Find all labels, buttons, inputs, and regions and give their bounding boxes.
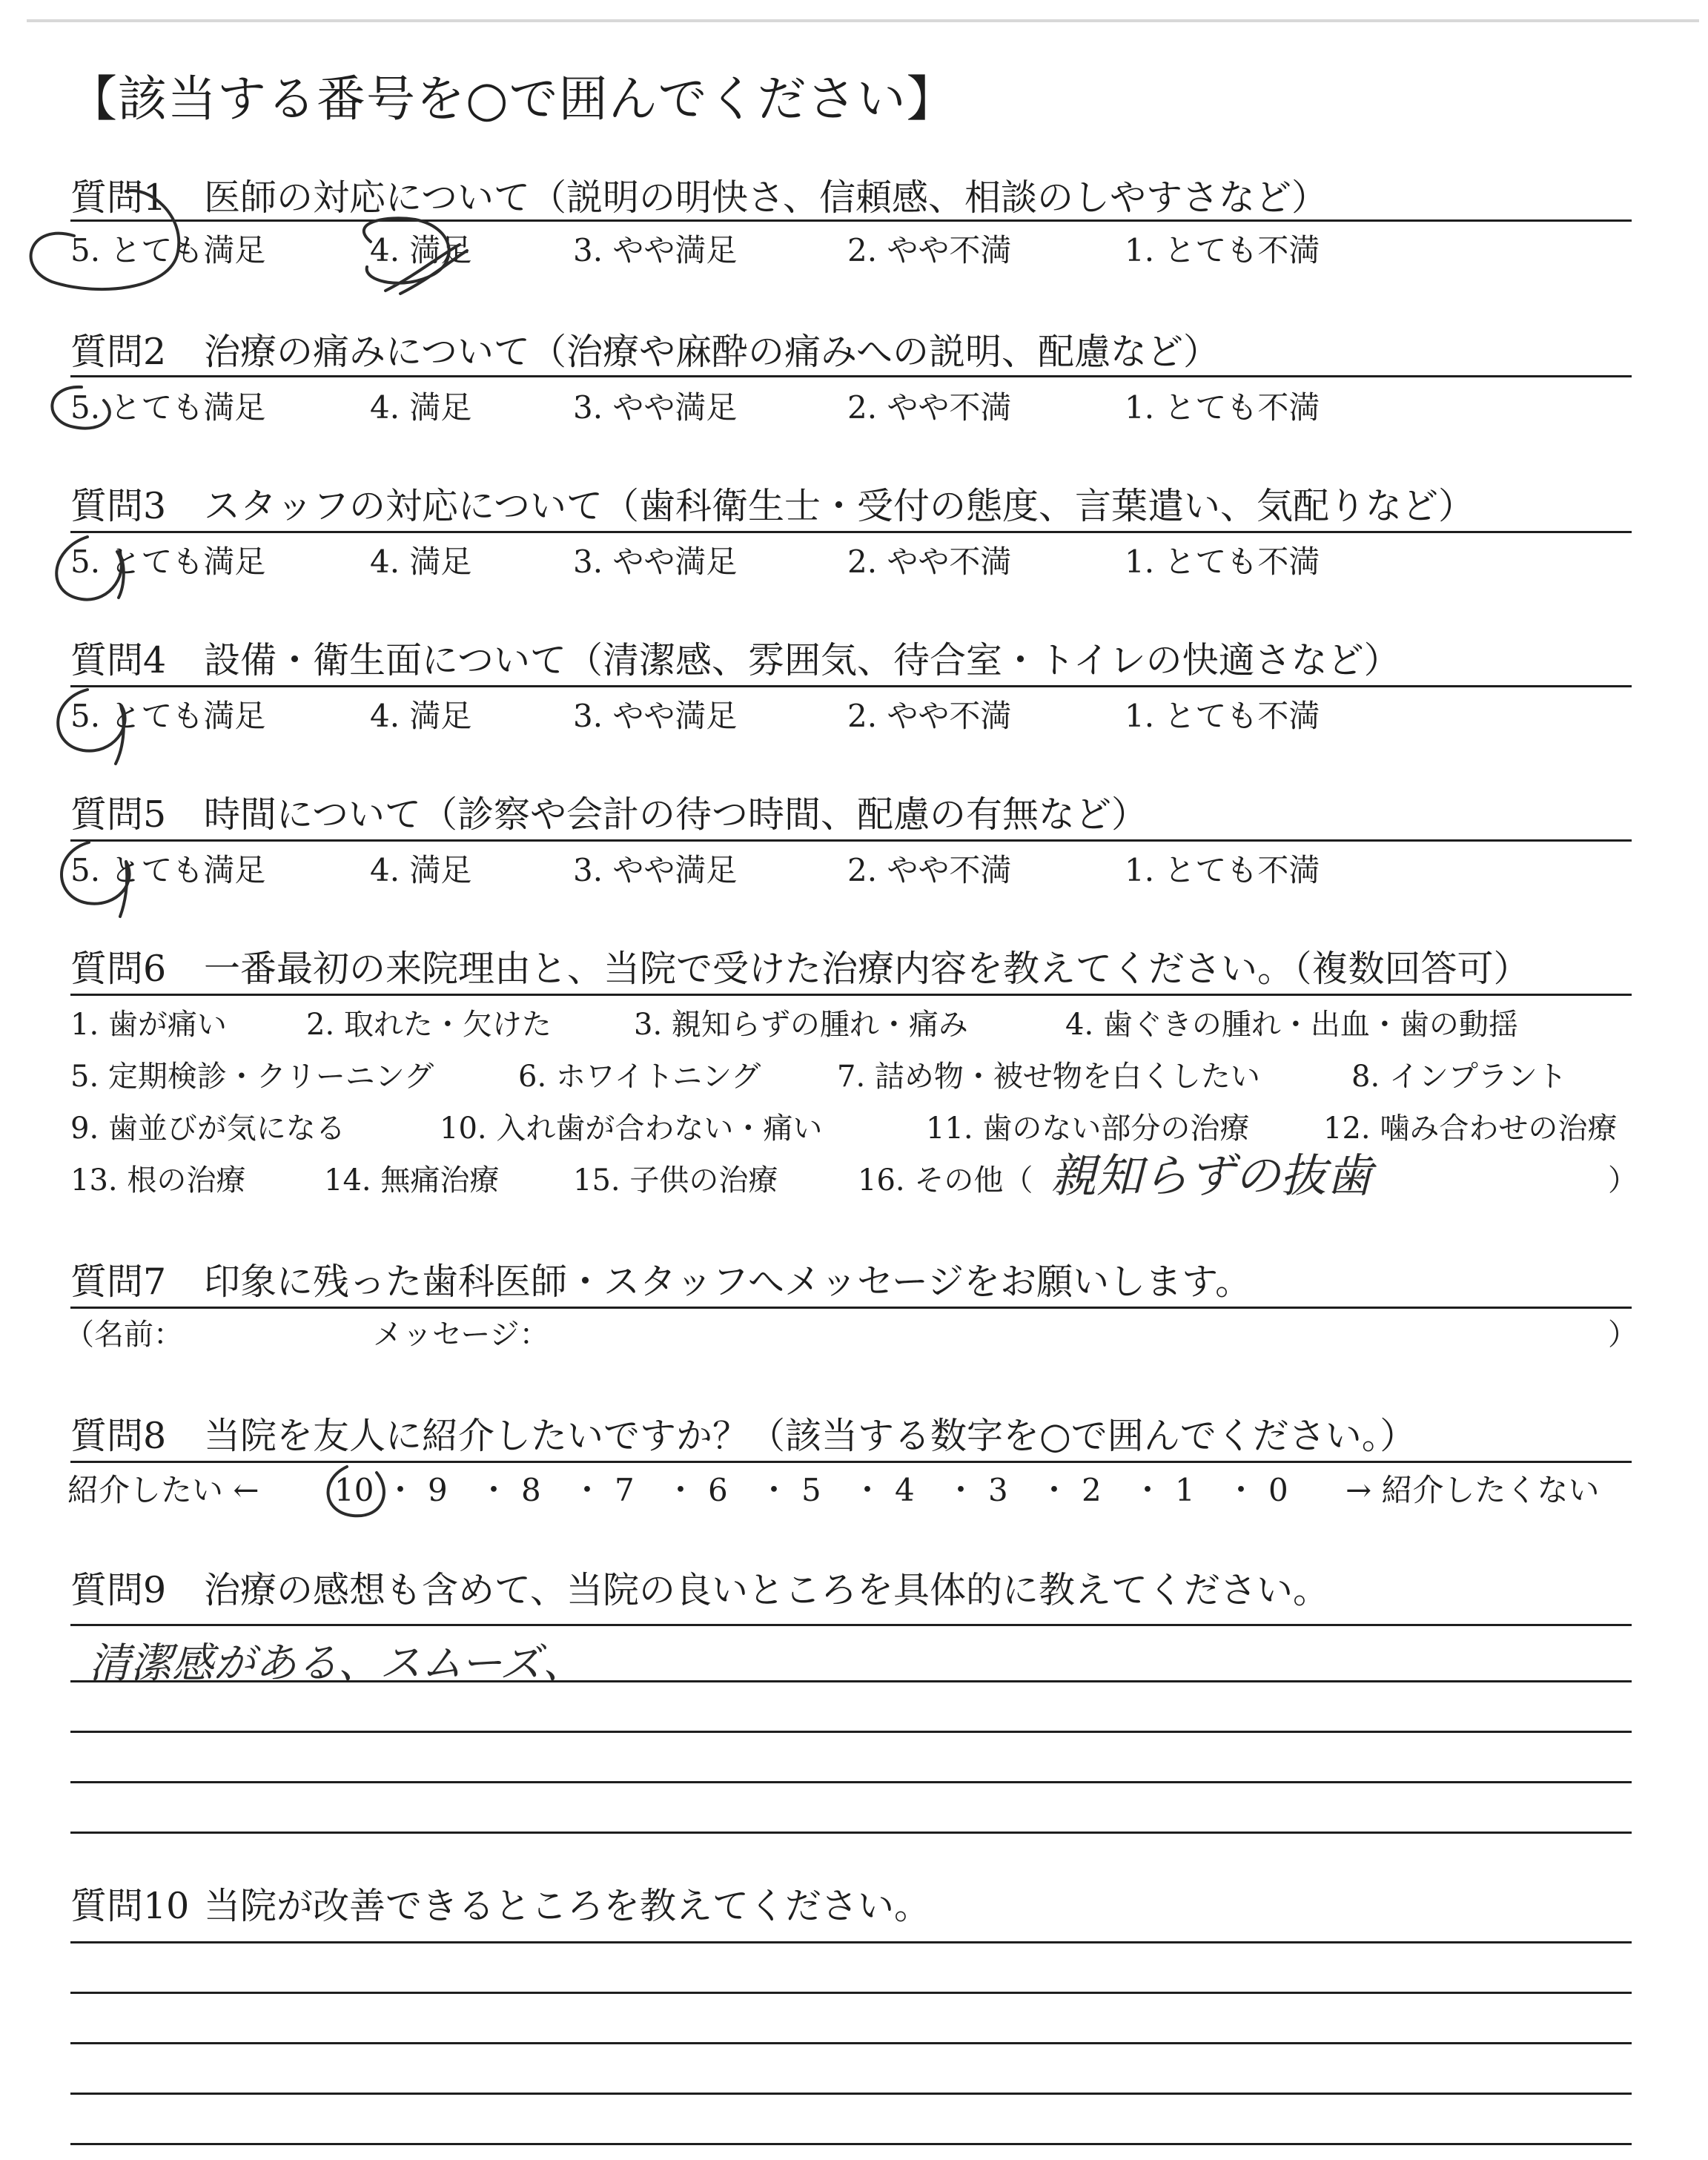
option-4[interactable]: 4. 満足	[370, 232, 472, 268]
q6-close-paren: ）	[1608, 1163, 1638, 1198]
top-border	[27, 19, 1699, 22]
page-title: 【該当する番号を○で囲んでください】	[68, 70, 956, 128]
q6-option-6[interactable]: 6. ホワイトニング	[518, 1060, 761, 1094]
question-text: 設備・衛生面について（清潔感、雰囲気、待合室・トイレの快適さなど）	[204, 639, 1400, 681]
question-6	[70, 946, 1530, 992]
scale-right-label: → 紹介したくない	[1345, 1472, 1600, 1508]
option-1[interactable]: 1. とても不満	[1125, 389, 1320, 426]
question-number: 質問9	[70, 1569, 167, 1611]
option-4[interactable]: 4. 満足	[370, 544, 472, 580]
rating-options-q5	[70, 850, 1632, 891]
option-5[interactable]: 5. とても満足	[70, 544, 266, 580]
question-text: 時間について（診察や会計の待つ時間、配慮の有無など）	[204, 793, 1148, 836]
q6-option-7[interactable]: 7. 詰め物・被せ物を白くしたい	[837, 1060, 1260, 1094]
scale-separator: ・	[385, 1472, 417, 1508]
option-2[interactable]: 2. やや不満	[847, 852, 1012, 888]
question-rule	[70, 531, 1632, 533]
scale-value-2[interactable]: 2	[1082, 1472, 1102, 1508]
answer-line	[70, 1624, 1632, 1626]
scale-value-5[interactable]: 5	[801, 1472, 821, 1508]
question-number: 質問6	[70, 948, 167, 990]
option-1[interactable]: 1. とても不満	[1125, 544, 1320, 580]
question-text: 印象に残った歯科医師・スタッフへメッセージをお願いします。	[204, 1261, 1252, 1303]
q6-option-15[interactable]: 15. 子供の治療	[573, 1163, 778, 1198]
q6-option-5[interactable]: 5. 定期検診・クリーニング	[70, 1060, 434, 1094]
question-text: 治療の痛みについて（治療や麻酔の痛みへの説明、配慮など）	[204, 331, 1220, 373]
question-9	[70, 1568, 1329, 1614]
q6-option-10[interactable]: 10. 入れ歯が合わない・痛い	[440, 1112, 823, 1146]
answer-line	[70, 1781, 1632, 1783]
question-rule	[70, 375, 1632, 377]
question-text: 治療の感想も含めて、当院の良いところを具体的に教えてください。	[204, 1569, 1330, 1611]
q6-other-answer[interactable]: 親知らずの抜歯	[1050, 1149, 1373, 1203]
question-number: 質問4	[70, 639, 167, 681]
answer-line	[70, 1680, 1632, 1682]
question-2	[70, 329, 1219, 375]
rating-options-q1	[70, 230, 1632, 271]
answer-line	[70, 1941, 1632, 1943]
rating-options-q3	[70, 541, 1632, 583]
option-1[interactable]: 1. とても不満	[1125, 698, 1320, 734]
name-label: （名前：	[64, 1318, 183, 1352]
option-3[interactable]: 3. やや満足	[573, 232, 738, 268]
scale-value-6[interactable]: 6	[708, 1472, 728, 1508]
scale-separator: ・	[758, 1472, 790, 1508]
option-2[interactable]: 2. やや不満	[847, 389, 1012, 426]
question-rule	[70, 219, 1632, 222]
question-text: 当院を友人に紹介したいですか？（該当する数字を○で囲んでください。）	[204, 1415, 1417, 1457]
q6-options-row-2	[70, 1056, 1632, 1097]
q6-option-11[interactable]: 11. 歯のない部分の治療	[926, 1112, 1250, 1146]
option-2[interactable]: 2. やや不満	[847, 544, 1012, 580]
scale-value-1[interactable]: 1	[1175, 1472, 1195, 1508]
q6-options-row-1	[70, 1004, 1632, 1046]
option-2[interactable]: 2. やや不満	[847, 698, 1012, 734]
question-rule	[70, 1307, 1632, 1309]
option-5[interactable]: 5. とても満足	[70, 698, 266, 734]
question-number: 質問7	[70, 1261, 167, 1303]
scale-value-9[interactable]: 9	[428, 1472, 448, 1508]
answer-line	[70, 1992, 1632, 1994]
question-rule	[70, 994, 1632, 996]
q6-options-row-3	[70, 1108, 1632, 1149]
option-1[interactable]: 1. とても不満	[1125, 232, 1320, 268]
q6-option-12[interactable]: 12. 噛み合わせの治療	[1323, 1112, 1618, 1146]
scale-separator: ・	[1132, 1472, 1164, 1508]
question-7	[70, 1259, 1251, 1305]
option-3[interactable]: 3. やや満足	[573, 698, 738, 734]
rating-options-q4	[70, 696, 1632, 737]
question-number: 質問3	[70, 485, 167, 527]
answer-line	[70, 2042, 1632, 2044]
option-4[interactable]: 4. 満足	[370, 852, 472, 888]
question-8	[70, 1413, 1416, 1459]
scale-value-10[interactable]: 10	[334, 1472, 374, 1508]
q6-options-row-4	[70, 1149, 1638, 1203]
message-label: メッセージ：	[373, 1318, 549, 1352]
option-5[interactable]: 5. とても満足	[70, 852, 266, 888]
q6-option-4[interactable]: 4. 歯ぐきの腫れ・出血・歯の動揺	[1065, 1008, 1518, 1042]
q6-option-16[interactable]: 16. その他（	[858, 1163, 1033, 1198]
question-text: 一番最初の来院理由と、当院で受けた治療内容を教えてください。（複数回答可）	[204, 948, 1530, 990]
question-number: 質問5	[70, 793, 167, 836]
scale-separator: ・	[1039, 1472, 1070, 1508]
question-rule	[70, 685, 1632, 687]
question-1	[70, 175, 1328, 221]
option-3[interactable]: 3. やや満足	[573, 544, 738, 580]
question-text: 当院が改善できるところを教えてください。	[204, 1885, 931, 1927]
option-5[interactable]: 5. とても満足	[70, 389, 266, 426]
option-3[interactable]: 3. やや満足	[573, 389, 738, 426]
rating-options-q2	[70, 387, 1632, 429]
scale-separator: ・	[852, 1472, 884, 1508]
question-rule	[70, 1461, 1632, 1463]
question-10	[70, 1883, 930, 1929]
question-text: 医師の対応について（説明の明快さ、信頼感、相談のしやすさなど）	[204, 176, 1328, 219]
answer-line	[70, 2093, 1632, 2095]
scale-separator: ・	[945, 1472, 977, 1508]
question-number: 質問10	[70, 1885, 190, 1927]
option-4[interactable]: 4. 満足	[370, 389, 472, 426]
q6-option-1[interactable]: 1. 歯が痛い	[70, 1008, 227, 1042]
option-5[interactable]: 5. とても満足	[70, 232, 266, 268]
scale-value-3[interactable]: 3	[988, 1472, 1008, 1508]
scale-value-0[interactable]: 0	[1268, 1472, 1288, 1508]
question-text: スタッフの対応について（歯科衛生士・受付の態度、言葉遣い、気配りなど）	[204, 485, 1475, 527]
option-1[interactable]: 1. とても不満	[1125, 852, 1320, 888]
option-2[interactable]: 2. やや不満	[847, 232, 1012, 268]
answer-line	[70, 1731, 1632, 1733]
question-5	[70, 792, 1148, 838]
scale-separator: ・	[665, 1472, 697, 1508]
q7-fields	[64, 1314, 1638, 1355]
option-3[interactable]: 3. やや満足	[573, 852, 738, 888]
scale-separator: ・	[572, 1472, 603, 1508]
scale-value-7[interactable]: 7	[615, 1472, 635, 1508]
answer-line	[70, 2143, 1632, 2145]
q6-option-13[interactable]: 13. 根の治療	[70, 1163, 246, 1198]
q6-option-9[interactable]: 9. 歯並びが気になる	[70, 1112, 345, 1146]
answer-line	[70, 1832, 1632, 1834]
q6-option-2[interactable]: 2. 取れた・欠けた	[306, 1008, 552, 1042]
question-rule	[70, 839, 1632, 842]
scale-value-4[interactable]: 4	[895, 1472, 915, 1508]
question-3	[70, 483, 1474, 529]
option-4[interactable]: 4. 満足	[370, 698, 472, 734]
q6-option-3[interactable]: 3. 親知らずの腫れ・痛み	[634, 1008, 968, 1042]
scale-separator: ・	[478, 1472, 510, 1508]
q6-option-8[interactable]: 8. インプラント	[1351, 1060, 1567, 1094]
question-number: 質問2	[70, 331, 167, 373]
q9-answer[interactable]: 清潔感がある、スムーズ、	[89, 1639, 585, 1688]
q7-close-paren: ）	[1608, 1318, 1638, 1352]
question-number: 質問8	[70, 1415, 167, 1457]
question-4	[70, 638, 1400, 684]
scale-separator: ・	[1225, 1472, 1257, 1508]
scale-left-label: 紹介したい ←	[67, 1472, 259, 1508]
question-number: 質問1	[70, 176, 167, 219]
q6-option-14[interactable]: 14. 無痛治療	[324, 1163, 500, 1198]
scale-value-8[interactable]: 8	[521, 1472, 541, 1508]
recommend-scale	[67, 1468, 1632, 1513]
